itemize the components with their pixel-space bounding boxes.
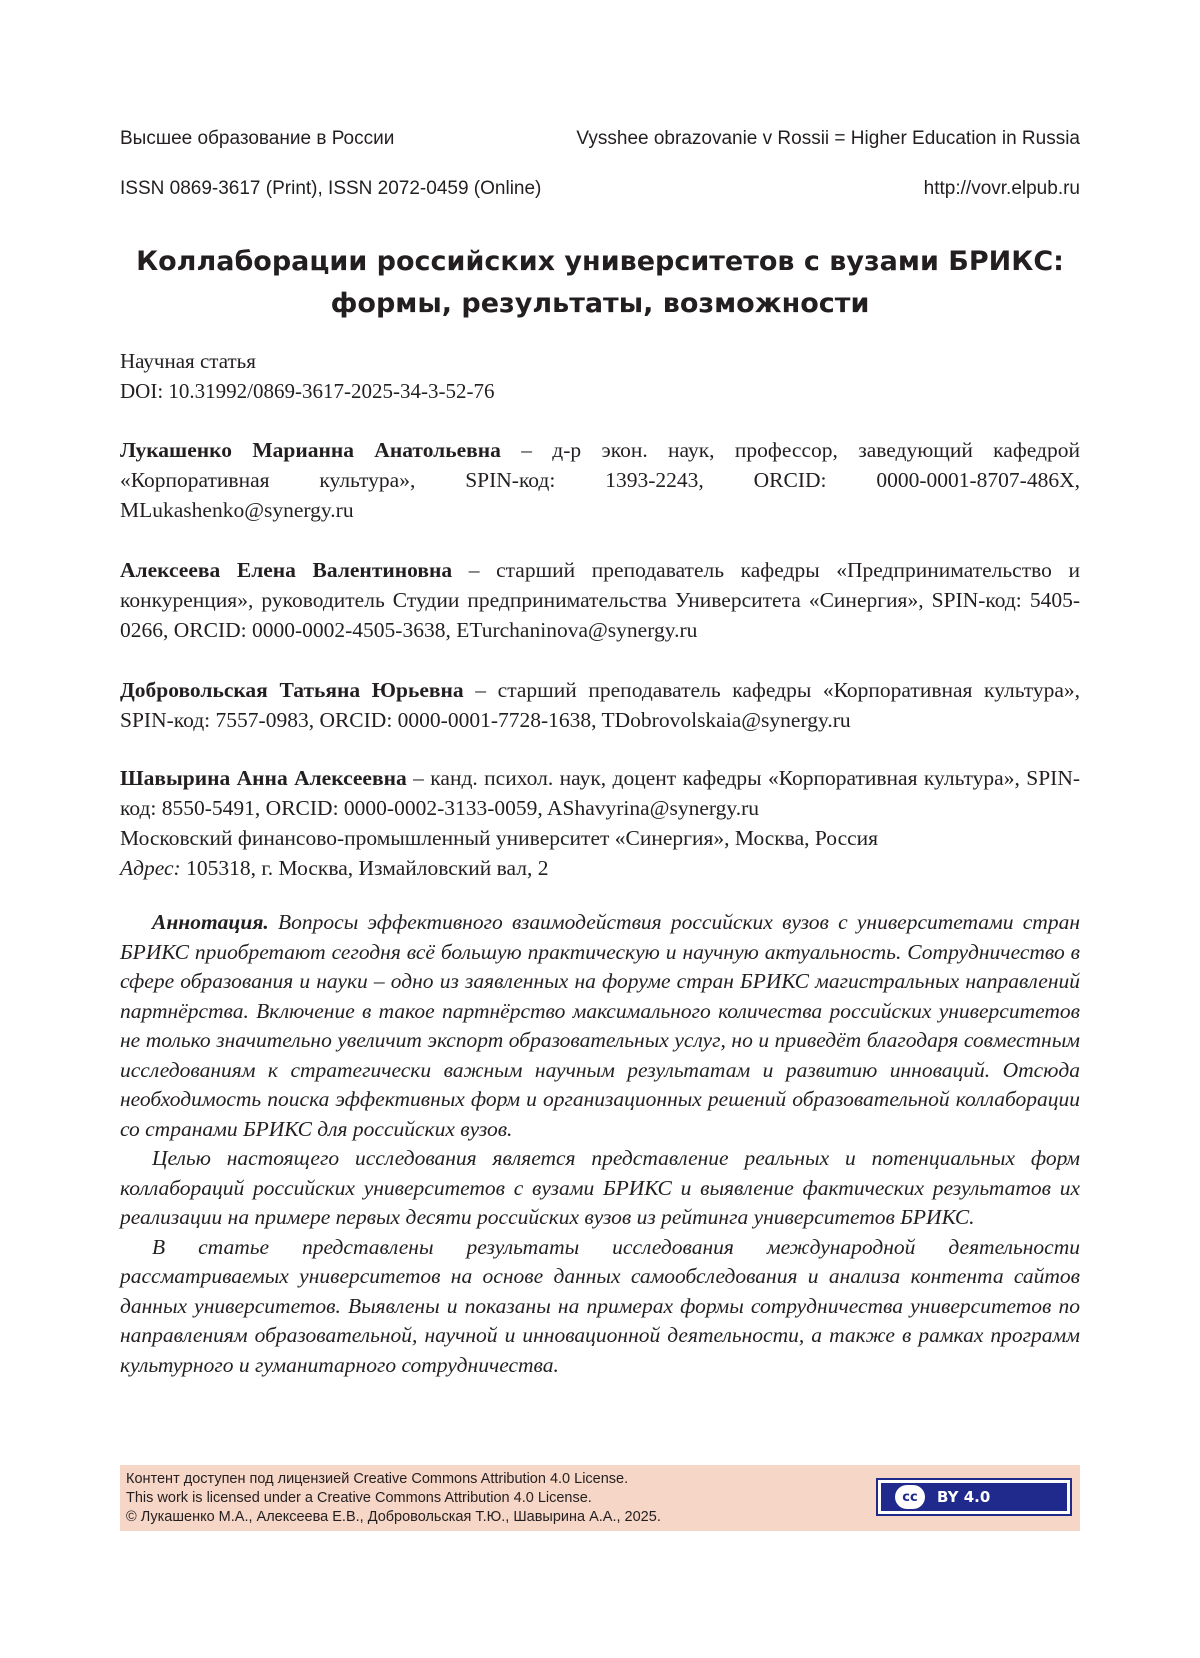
- author-name: Лукашенко Марианна Анатольевна: [120, 438, 501, 462]
- abstract-label: Аннотация.: [152, 910, 269, 934]
- abstract-paragraph: [120, 908, 1080, 1144]
- author-name: Алексеева Елена Валентиновна: [120, 558, 453, 582]
- author-details: – старший преподаватель кафедры «Предпринимательство и конкуренция», руководитель Студии предпринимательства Университета «Синергия», SPIN-код: 5405-0266, ORCID: 0000-0002-4505-3638, ETurchaninova@synergy.ru: [120, 558, 1080, 642]
- author-entry: [120, 555, 1080, 645]
- license-line-ru: Контент доступен под лицензией Creative Commons Attribution 4.0 License.: [126, 1471, 629, 1487]
- abstract-paragraph: Целью настоящего исследования является представление реальных и потенциальных форм коллабораций российских университетов с вузами БРИКС и выявление фактических результатов их реализации на примере первых десяти российских вузов из рейтинга университетов БРИКС.: [120, 1146, 1080, 1229]
- cc-logo-icon: [895, 1485, 925, 1509]
- journal-issn-row: [120, 178, 1080, 200]
- address: [120, 853, 1080, 883]
- article-doi[interactable]: DOI: 10.31992/0869-3617-2025-34-3-52-76: [120, 379, 495, 403]
- article-title-line2: формы, результаты, возможности: [330, 288, 870, 319]
- abstract: [120, 908, 1080, 1380]
- journal-url[interactable]: http://vovr.elpub.ru: [923, 178, 1080, 199]
- license-text: [126, 1470, 661, 1527]
- article-meta: [120, 346, 1080, 406]
- abstract-paragraph: В статье представлены результаты исследования международной деятельности рассматриваемых университетов на основе данных самообследования и анализа контента сайтов данных университетов. Выявлены и показаны на примерах формы сотрудничества университетов по направлениям образовательной, научной и инновационной деятельности, а также в рамках программ культурного и гуманитарного сотрудничества.: [120, 1234, 1080, 1377]
- article-title: [120, 241, 1080, 325]
- cc-badge-inner: [881, 1483, 1067, 1511]
- affiliation: Московский финансово-промышленный университет «Синергия», Москва, Россия: [120, 826, 879, 850]
- abstract-text: Вопросы эффективного взаимодействия российских вузов с университетами стран БРИКС приобретают сегодня всё большую практическую и научную актуальность. Сотрудничество в сфере образования и науки – одно из заявленных на форуме стран БРИКС магистральных направлений партнёрства. Включение в такое партнёрство максимального количества российских университетов не только значительно увеличит экспорт образовательных услуг, но и приведёт благодаря совместным исследованиям к стратегически важным научным результатам и развитию инноваций. Отсюда необходимость поиска эффективных форм и организационных решений образовательной коллаборации со странами БРИКС для российских вузов.: [120, 910, 1080, 1141]
- license-line-en: This work is licensed under a Creative Commons Attribution 4.0 License.: [126, 1490, 592, 1506]
- cc-logo-text: cc: [902, 1489, 918, 1505]
- cc-by-badge[interactable]: [876, 1478, 1072, 1516]
- journal-name-ru: Высшее образование в России: [120, 128, 395, 149]
- article-type: Научная статья: [120, 349, 256, 373]
- journal-header: [120, 128, 1080, 150]
- article-title-line1: Коллаборации российских университетов с вузами БРИКС:: [136, 246, 1064, 277]
- author-details: – старший преподаватель кафедры «Корпоративная культура», SPIN-код: 7557-0983, ORCID: 0000-0001-7728-1638, TDobrovolskaia@synergy.ru: [120, 678, 1080, 732]
- copyright-line: © Лукашенко М.А., Алексеева Е.В., Добровольская Т.Ю., Шавырина А.А., 2025.: [126, 1509, 661, 1525]
- author-details: – д-р экон. наук, профессор, заведующий кафедрой «Корпоративная культура», SPIN-код: 1393-2243, ORCID: 0000-0001-8707-486X, MLukashenko@synergy.ru: [120, 438, 1080, 522]
- address-label: Адрес:: [120, 856, 181, 880]
- author-entry: [120, 435, 1080, 525]
- author-name: Добровольская Татьяна Юрьевна: [120, 678, 464, 702]
- journal-name-en: Vysshee obrazovanie v Rossii = Higher Education in Russia: [576, 128, 1080, 149]
- author-entry: [120, 763, 1080, 883]
- address-value: 105318, г. Москва, Измайловский вал, 2: [180, 856, 549, 880]
- author-details: – канд. психол. наук, доцент кафедры «Корпоративная культура», SPIN-код: 8550-5491, ORCID: 0000-0002-3133-0059, AShavyrina@synergy.ru: [120, 766, 1080, 820]
- author-entry: [120, 675, 1080, 735]
- author-name: Шавырина Анна Алексеевна: [120, 766, 407, 790]
- cc-by-label: BY 4.0: [937, 1488, 991, 1506]
- journal-issn: ISSN 0869-3617 (Print), ISSN 2072-0459 (Online): [120, 178, 542, 199]
- license-box: [120, 1465, 1080, 1531]
